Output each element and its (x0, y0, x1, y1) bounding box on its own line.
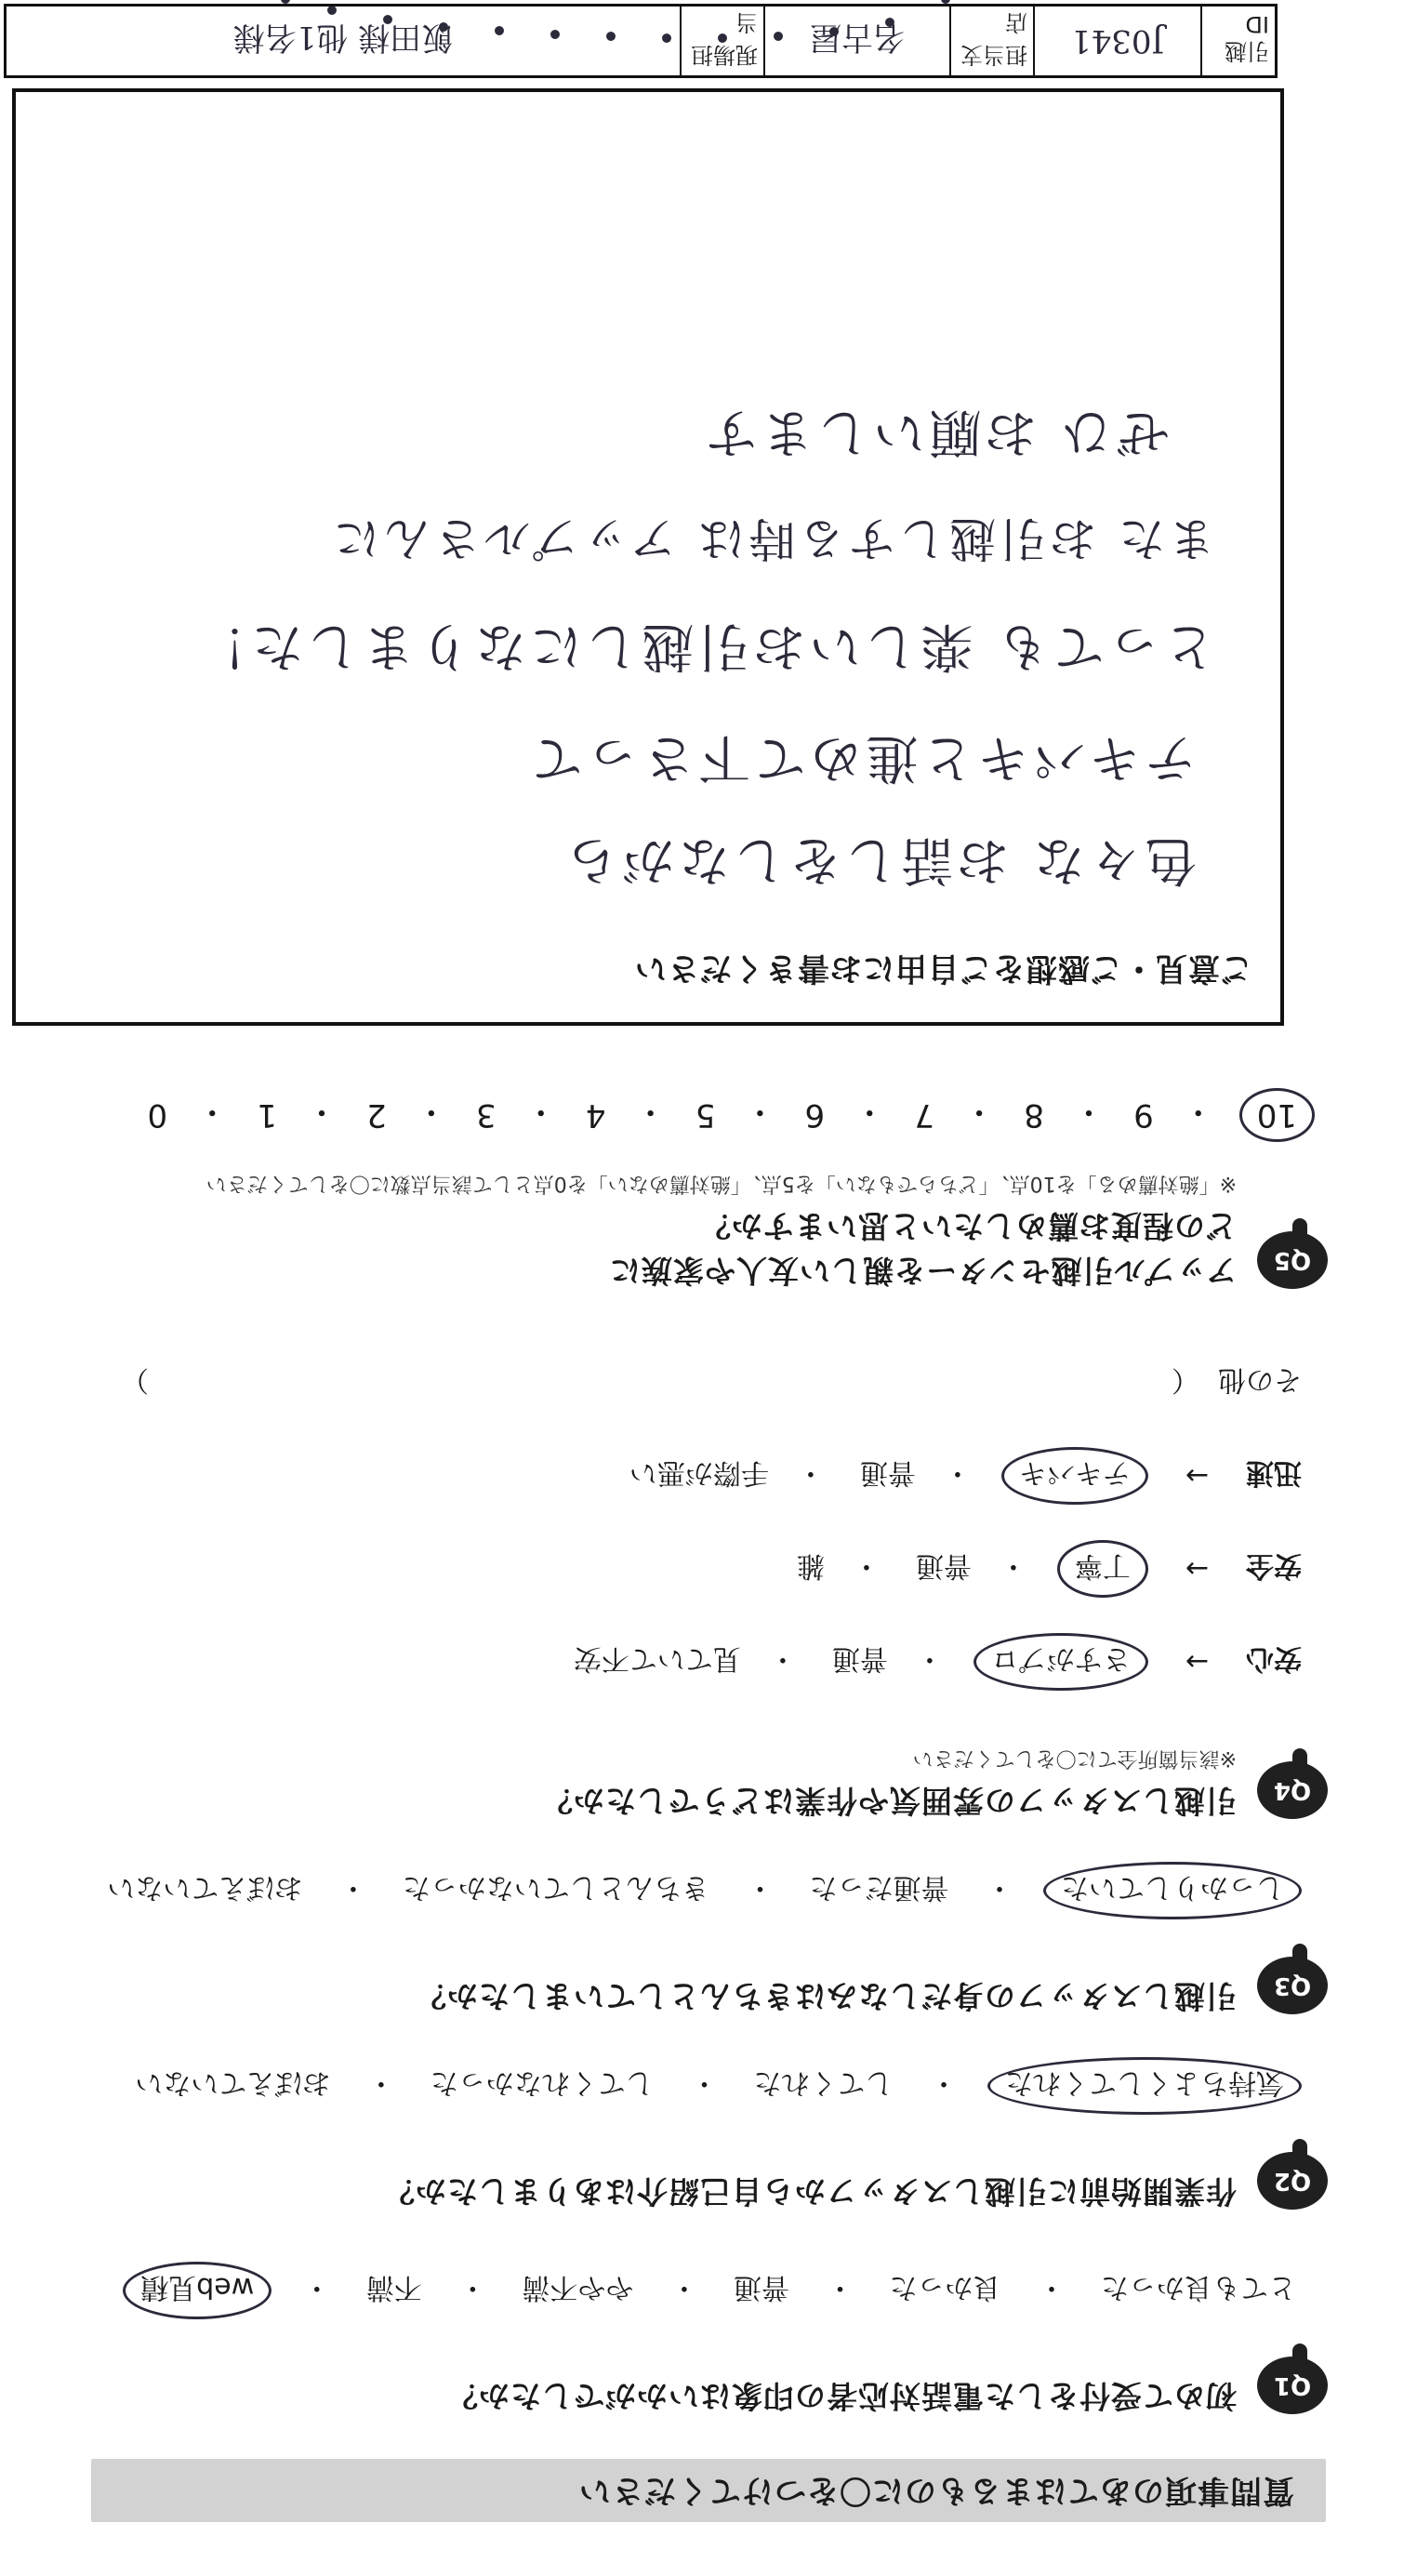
scale-value[interactable]: 1 (257, 1096, 277, 1134)
comment-box-title: ご意見・ご感想をご自由にお書きください (634, 949, 1252, 987)
q4-row-anshin: 安心 → さすがプロ ・ 普通 ・ 見ていて不安 (63, 1615, 1302, 1708)
q5-badge: Q5 (1257, 1231, 1328, 1289)
q5-text-line1: アップル引越センターを親しい友人や家族に (608, 1253, 1237, 1289)
id-value: J0341 (1033, 7, 1200, 75)
q3-option[interactable]: おぼえていない (107, 1871, 303, 1904)
q3-option-selected[interactable]: しっかりしていた (1043, 1862, 1302, 1919)
q3-options: しっかりしていた・ 普通だった・ きちんとしていなかった・ おぼえていない (63, 1862, 1302, 1919)
q4-option[interactable]: 雑 (796, 1549, 825, 1582)
q3-option[interactable]: 普通だった (809, 1871, 949, 1904)
info-header-strip (4, 4, 1278, 78)
question-5 (63, 1171, 1328, 1293)
q4-row-anzen: 安全 → 丁寧 ・ 普通 ・ 雑 (63, 1522, 1302, 1615)
q4-option[interactable]: 見ていて不安 (573, 1642, 741, 1675)
instruction-bar: 質問事項のあてはまるものに〇をつけてください (91, 2459, 1326, 2522)
q4-option[interactable]: 普通 (831, 1642, 888, 1675)
q1-option[interactable]: 良かった (889, 2271, 1001, 2304)
branch-label: 担当支店 (949, 7, 1033, 75)
q3-text: 引越しスタッフの身だしなみはきちんとしていましたか？ (415, 1978, 1237, 2014)
q2-option[interactable]: おぼえていない (135, 2066, 331, 2099)
handwritten-line: ぜひ お願いします (702, 402, 1169, 462)
q1-option[interactable]: 不満 (365, 2271, 422, 2304)
leader-value: 飯田様 他1名様 (232, 19, 454, 57)
q1-badge: Q1 (1257, 2357, 1328, 2414)
q4-row-label: 迅速 (1246, 1456, 1302, 1489)
comment-box[interactable] (12, 88, 1284, 1026)
question-4 (63, 1336, 1328, 1823)
scale-value[interactable]: 0 (147, 1096, 168, 1134)
scale-value[interactable]: 4 (585, 1096, 606, 1134)
q5-text-line2: どの程度お薦めしたいと思いますか？ (699, 1208, 1237, 1244)
q5-note: ※「絶対薦める」を10点、「どちらでもない」を5点、「絶対薦めない」を0点として該当点数に〇をしてください (205, 1172, 1237, 1195)
q2-badge: Q2 (1257, 2152, 1328, 2210)
arrow-icon: → (1185, 1459, 1209, 1493)
arrow-icon: → (1185, 1552, 1209, 1586)
q4-text: 引越しスタッフの雰囲気や作業はどうでしたか？ (541, 1783, 1237, 1819)
q1-option-selected[interactable]: web見積 (123, 2262, 271, 2319)
q4-option-selected[interactable]: さすがプロ (973, 1633, 1148, 1691)
arrow-icon: → (1185, 1645, 1209, 1679)
handwritten-line: テキパキと進めて下さって (527, 727, 1197, 788)
q4-other-row (63, 1336, 1302, 1429)
scale-value-selected[interactable]: 10 (1239, 1088, 1315, 1142)
scale-value[interactable]: 8 (1024, 1096, 1044, 1134)
q1-option[interactable]: とても良かった (1101, 2271, 1296, 2304)
q1-option[interactable]: やや不満 (522, 2271, 634, 2304)
q2-options: 気持ちよくしてくれた・ してくれた・ してくれなかった・ おぼえていない (63, 2057, 1302, 2115)
q4-other-label: その他 (1218, 1363, 1302, 1396)
q4-other-open: （ (1172, 1363, 1199, 1396)
scale-value[interactable]: 5 (695, 1096, 716, 1134)
q4-row-jinsoku: 迅速 → テキパキ ・ 普通 ・ 手際が悪い (63, 1429, 1302, 1522)
scale-value[interactable]: 7 (914, 1096, 935, 1134)
q4-option[interactable]: 手際が悪い (629, 1456, 769, 1489)
handwritten-line: また お引越しする時は アップルさんに (329, 511, 1215, 565)
question-2 (63, 2057, 1328, 2213)
scale-value[interactable]: 3 (476, 1096, 497, 1134)
q4-row-label: 安全 (1246, 1549, 1302, 1582)
q4-note: ※該当箇所全てに〇をしてください (912, 1746, 1237, 1770)
q3-option[interactable]: きちんとしていなかった (402, 1871, 709, 1904)
q4-option[interactable]: 普通 (859, 1456, 916, 1489)
scale-value[interactable]: 6 (804, 1096, 826, 1134)
branch-value: 名古屋 (763, 7, 949, 75)
leader-label: 現場担当 (680, 7, 763, 75)
q1-option[interactable]: 普通 (733, 2271, 789, 2304)
q2-option-selected[interactable]: 気持ちよくしてくれた (987, 2057, 1302, 2115)
q1-text: 初めて受付をした電話対応者の印象はいかがでしたか？ (446, 2378, 1237, 2414)
q4-other-close: ） (121, 1363, 149, 1396)
q4-categories (63, 1336, 1302, 1708)
q4-option-selected[interactable]: テキパキ (1001, 1447, 1148, 1505)
q4-option-selected[interactable]: 丁寧 (1057, 1540, 1148, 1598)
handwritten-line: 色々な お話しをしながら (563, 830, 1197, 890)
q2-option[interactable]: してくれた (753, 2066, 894, 2099)
q4-row-label: 安心 (1246, 1642, 1302, 1675)
q4-option[interactable]: 普通 (915, 1549, 972, 1582)
handwritten-line: とっても 楽しいお引越しになりました！ (192, 616, 1215, 676)
q1-options: とても良かった・ 良かった・ 普通・ やや不満・ 不満・ web見積 (63, 2262, 1302, 2319)
q2-text: 作業開始前に引越しスタッフから自己紹介はありましたか？ (383, 2173, 1237, 2210)
id-label: 引越ID (1200, 7, 1275, 75)
scale-value[interactable]: 2 (366, 1096, 387, 1134)
q2-option[interactable]: してくれなかった (430, 2066, 654, 2099)
q5-scale: 10 ・ 9 ・ 8 ・ 7 ・ 6 ・ 5 ・ 4 ・ 3 ・ 2 ・ 1 ・ 0 (143, 1073, 1315, 1157)
question-1 (63, 2262, 1328, 2418)
question-3 (63, 1862, 1328, 2018)
q4-badge: Q4 (1257, 1761, 1328, 1819)
scale-value[interactable]: 9 (1133, 1096, 1154, 1134)
q3-badge: Q3 (1257, 1957, 1328, 2014)
